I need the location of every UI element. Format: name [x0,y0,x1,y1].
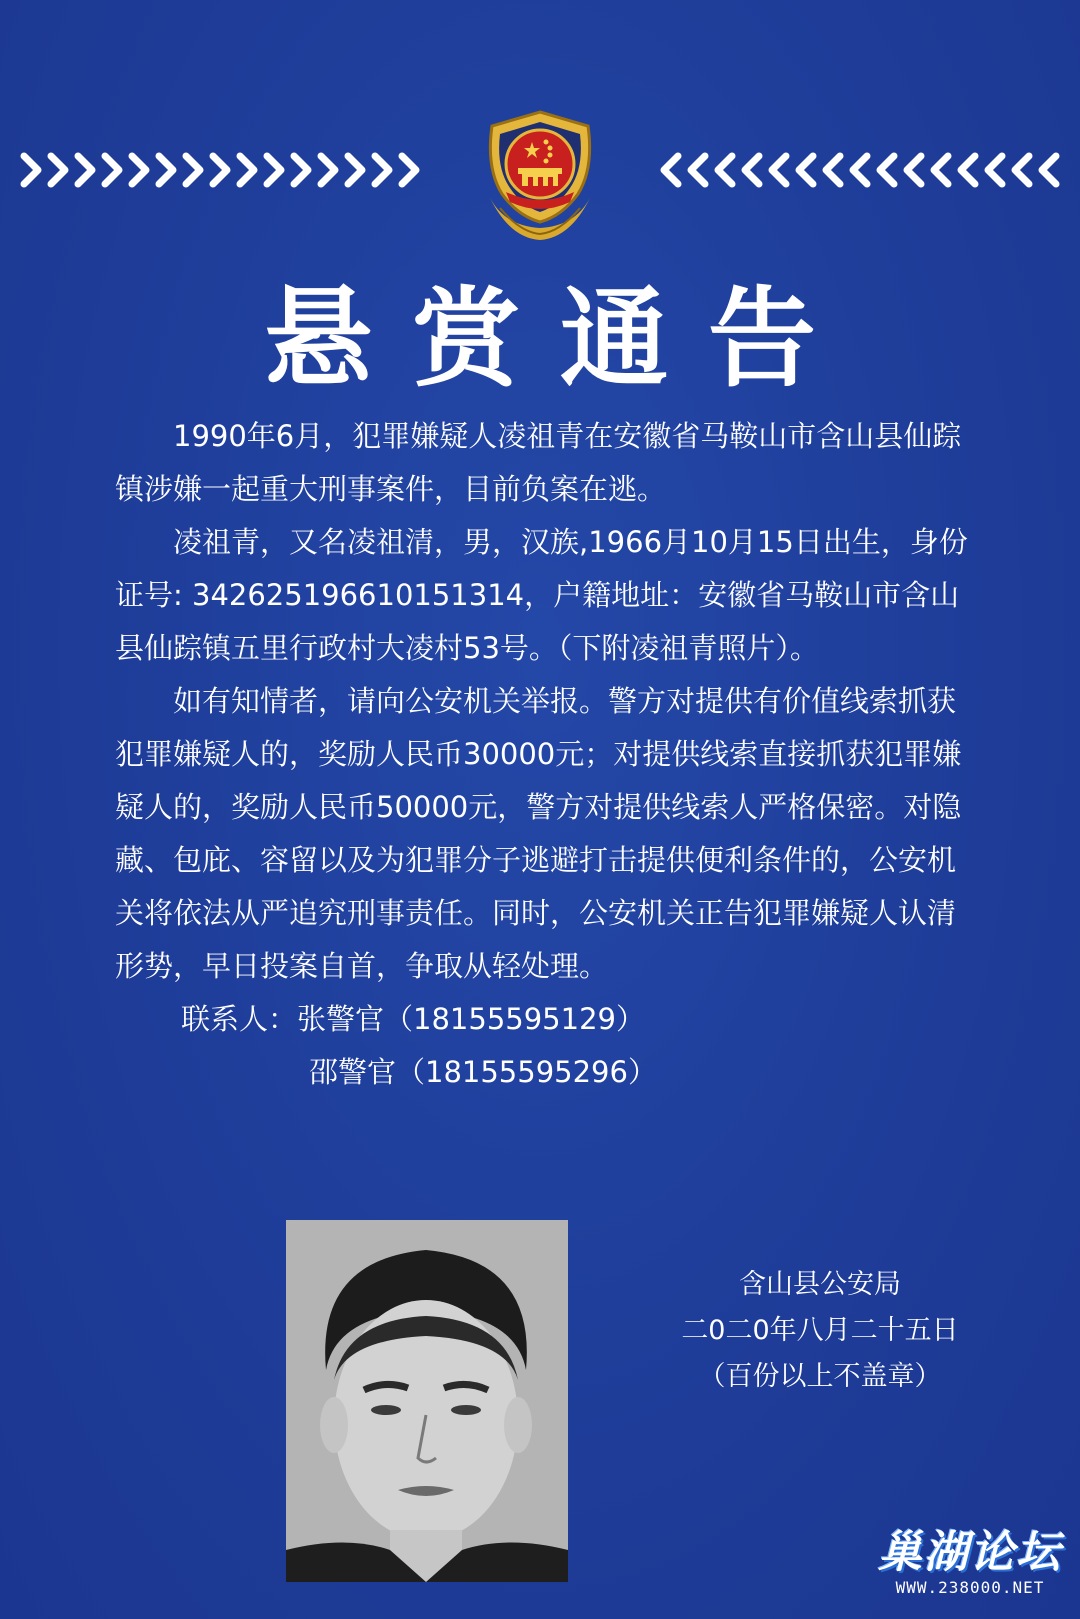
chevron-right-icon [290,152,314,188]
issuer-block [660,1262,980,1400]
chevron-left-icon [955,152,979,188]
notice-body [115,410,975,1099]
issuer-note: （百份以上不盖章） [698,1361,942,1392]
chevron-left-icon [874,152,898,188]
contact-block [115,993,975,1099]
chevron-left-icon [901,152,925,188]
suspect-photo [286,1220,568,1582]
contact-officer-shao: 邵警官（18155595296） [309,1055,657,1089]
chevron-right-icon [398,152,422,188]
chevron-right-icon [155,152,179,188]
chevron-right-icon [209,152,233,188]
chevron-right-icon [128,152,152,188]
chevron-left-icon [739,152,763,188]
paragraph-case: 1990年6月，犯罪嫌疑人凌祖青在安徽省马鞍山市含山县仙踪镇涉嫌一起重大刑事案件，目前负案在逃。 [115,419,962,506]
watermark-url: WWW.238000.NET [895,1578,1045,1597]
police-emblem-icon [470,108,610,248]
chevron-right-icon [371,152,395,188]
chevron-right-icon [344,152,368,188]
watermark-name: 巢湖论坛 [878,1527,1062,1578]
chevron-right-icon [236,152,260,188]
paragraph-suspect-info: 凌祖青，又名凌祖清，男，汉族,1966月10月15日出生，身份证号: 342625196610151314，户籍地址：安徽省马鞍山市含山县仙踪镇五里行政村大凌村53号。（下附凌祖青照片）。 [115,525,968,665]
chevron-left-icon [1009,152,1033,188]
chevron-left-icon [793,152,817,188]
chevron-left-icon [1036,152,1060,188]
chevron-left-icon [766,152,790,188]
right-chevron-decoration [658,152,1060,196]
notice-title: 悬赏通告 [263,277,856,402]
chevron-right-icon [263,152,287,188]
forum-watermark [878,1528,1062,1597]
paragraph-reward: 如有知情者，请向公安机关举报。警方对提供有价值线索抓获犯罪嫌疑人的，奖励人民币30000元；对提供线索直接抓获犯罪嫌疑人的，奖励人民币50000元，警方对提供线索人严格保密。对隐藏、包庇、容留以及为犯罪分子逃避打击提供便利条件的，公安机关将依法从严追究刑事责任。同时，公安机关正告犯罪嫌疑人认清形势，早日投案自首，争取从轻处理。 [115,684,962,983]
chevron-left-icon [820,152,844,188]
contact-label: 联系人： [181,1002,298,1036]
chevron-left-icon [712,152,736,188]
chevron-right-icon [182,152,206,188]
chevron-left-icon [847,152,871,188]
chevron-right-icon [317,152,341,188]
issuer-org: 含山县公安局 [739,1269,901,1300]
chevron-left-icon [928,152,952,188]
issuer-date: 二0二0年八月二十五日 [681,1315,959,1346]
chevron-right-icon [47,152,71,188]
chevron-left-icon [685,152,709,188]
left-chevron-decoration [20,152,422,196]
chevron-left-icon [658,152,682,188]
contact-officer-zhang: 张警官（18155595129） [297,1002,645,1036]
chevron-right-icon [101,152,125,188]
chevron-right-icon [20,152,44,188]
chevron-left-icon [982,152,1006,188]
chevron-right-icon [74,152,98,188]
